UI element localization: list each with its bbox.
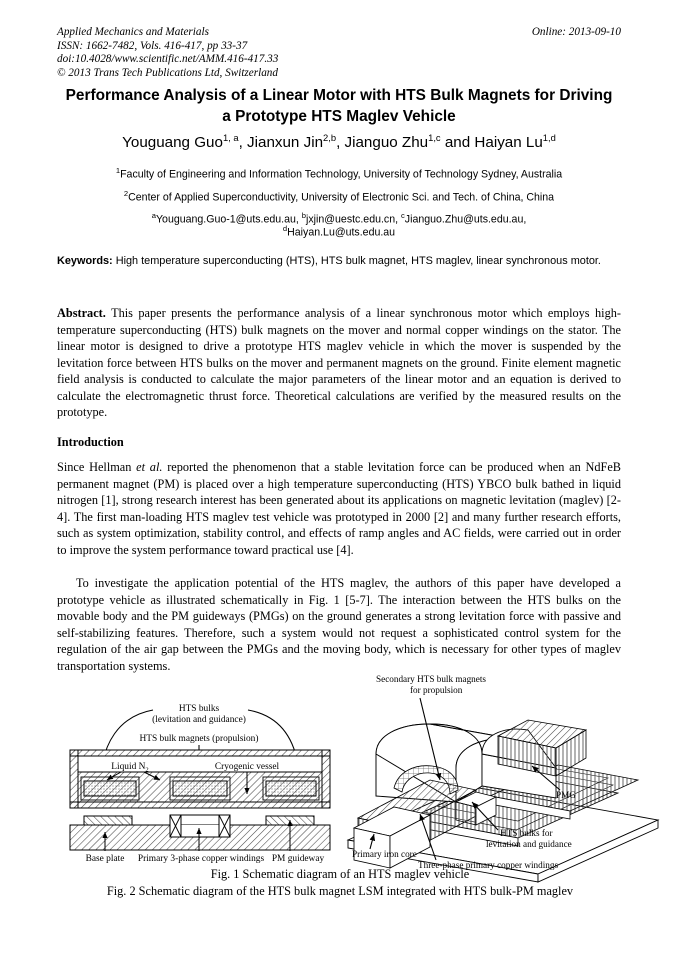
author-name-3: Jianguo Zhu [344, 134, 429, 152]
fig1-label-pm-guideway: PM guideway [271, 854, 325, 864]
para1-italic: et al. [136, 460, 163, 474]
section-heading-introduction: Introduction [57, 435, 124, 449]
fig2-label-primary-iron-core: Primary iron core [352, 849, 417, 859]
figure-captions [40, 866, 640, 899]
fig1-label-base-plate: Base plate [85, 854, 125, 864]
abstract-block [57, 305, 621, 421]
caption-fig-2: Fig. 2 Schematic diagram of the HTS bulk magnet LSM integrated with HTS bulk-PM maglev [106, 883, 574, 898]
doi-line: doi:10.4028/www.scientific.net/AMM.416-417.33 [57, 53, 279, 65]
journal-name: Applied Mechanics and Materials [57, 26, 209, 38]
keywords-label: Keywords: [57, 255, 113, 267]
email-line-2 [30, 222, 648, 240]
affiliation-sup-1: 1 [115, 166, 121, 175]
para1-post: reported the phenomenon that a stable levitation force can be produced when an NdFeB permanent magnet (PM) is placed over a high temperature superconducting (HTS) YBCO bulk bathed in liquid nitrogen [1], strong research interest has been generated about its applications on magnetic levitation (maglev) [2-4]. The first man-loading HTS maglev test vehicle was prototyped in 2000 [2] and many further research efforts, such as system optimization, stability control, and effects of ramp angles and AC fields, were carried out in order to improve the system performance toward practical use [4]. [57, 460, 621, 557]
author-sep-2: , [336, 134, 345, 152]
figure-1-diagram [70, 704, 330, 864]
page-title: Performance Analysis of a Linear Motor with HTS Bulk Magnets for Driving a Prototype HTS Maglev Vehicle [65, 87, 613, 125]
fig2-label-pmg: PMG [556, 790, 576, 800]
figure-2-diagram [348, 674, 658, 882]
affiliation-1 [30, 163, 648, 183]
keywords-block [57, 254, 621, 269]
email-c[interactable]: Jianguo.Zhu@uts.edu.au, [404, 213, 527, 226]
abstract-label: Abstract. [57, 306, 106, 320]
affiliation-text-1: Faculty of Engineering and Information Technology, University of Technology Sydney, Australia [120, 168, 563, 181]
journal-header [57, 26, 621, 80]
author-name-1: Youguang Guo [122, 134, 223, 152]
introduction-paragraph-2: To investigate the application potential of the HTS maglev, the authors of this paper have developed a prototype vehicle as illustrated schematically in Fig. 1 [5-7]. The interaction between the HTS bulks on the movable body and the PM guideways (PMGs) on the ground generates a strong levitation force with passive and self-stabilizing features. Therefore, such a system would not request a sophisticated control system for the regulation of the air gap between the PMGs and the moving body, which is necessary for other types of maglev transportation systems. [57, 576, 621, 673]
introduction-paragraph-1 [57, 459, 621, 558]
fig1-label-hts-bulk-magnets: HTS bulk magnets (propulsion) [139, 734, 259, 744]
fig2-label-hts-bulks-2: levitation and guidance [486, 839, 572, 849]
author-name-2: Jianxun Jin [247, 134, 324, 152]
email-sup-c: c [401, 211, 405, 220]
author-sup-1: 1, a [222, 132, 239, 143]
author-list [45, 127, 633, 153]
keywords-text: High temperature superconducting (HTS), HTS bulk magnet, HTS maglev, linear synchronous motor. [112, 255, 601, 267]
email-b[interactable]: jxjin@uestc.edu.cn, [306, 213, 401, 226]
fig1-label-primary-windings: Primary 3-phase copper windings [137, 854, 265, 864]
affiliation-2 [30, 186, 648, 206]
email-d[interactable]: Haiyan.Lu@uts.edu.au [287, 226, 396, 239]
online-date: Online: 2013-09-10 [531, 26, 621, 38]
fig2-label-three-phase-windings: Three-phase primary copper windings [418, 860, 559, 870]
author-name-4: Haiyan Lu [474, 134, 543, 152]
affiliation-sup-2: 2 [123, 189, 129, 198]
fig1-label-cryogenic-vessel: Cryogenic vessel [214, 762, 280, 772]
email-a[interactable]: Youguang.Guo-1@uts.edu.au, [155, 213, 302, 226]
fig1-label-hts-bulks: HTS bulks [178, 704, 220, 714]
figures-row [58, 668, 678, 870]
copyright-line: © 2013 Trans Tech Publications Ltd, Switzerland [57, 66, 278, 79]
email-sup-b: b [301, 211, 307, 220]
para1-pre: Since Hellman [57, 460, 137, 474]
abstract-text: This paper presents the performance analysis of a linear synchronous motor which employs high-temperature superconducting (HTS) bulk magnets on the mover and normal copper windings on the stator. The linear motor is designed to drive a prototype HTS maglev vehicle in which the mover is suspended by the levitation force between HTS bulks on the mover and permanent magnets on the ground. Finite element magnetic field analysis is conducted to calculate the major parameters of the linear motor and an equation is derived to calculate the electromagnetic thrust force. Theoretical calculations are verified by the measured results on the prototype. [57, 306, 621, 420]
fig2-label-hts-bulks-1: HTS bulks for [500, 828, 553, 838]
author-sup-2: 2,b [323, 132, 337, 143]
fig1-label-liquid-n2: Liquid $N_2$ [111, 762, 149, 774]
author-sup-3: 1,c [428, 132, 441, 143]
author-sep-3: and [440, 134, 475, 152]
author-sep-1: , [238, 134, 248, 152]
email-sup-d: d [282, 224, 288, 233]
author-sup-4: 1,d [542, 132, 556, 143]
email-sup-a: a [151, 211, 156, 220]
fig2-label-secondary-magnets-2: for propulsion [410, 685, 463, 695]
fig1-label-hts-bulks-sub: (levitation and guidance) [152, 715, 246, 725]
affiliation-text-2: Center of Applied Superconductivity, University of Electronic Sci. and Tech. of China, China [128, 191, 555, 204]
caption-fig-1: Fig. 1 Schematic diagram of an HTS maglev vehicle [210, 867, 470, 881]
fig2-label-secondary-magnets-1: Secondary HTS bulk magnets [376, 674, 486, 684]
figures-svg [58, 668, 678, 870]
issn-line: ISSN: 1662-7482, Vols. 416-417, pp 33-37 [57, 39, 248, 52]
